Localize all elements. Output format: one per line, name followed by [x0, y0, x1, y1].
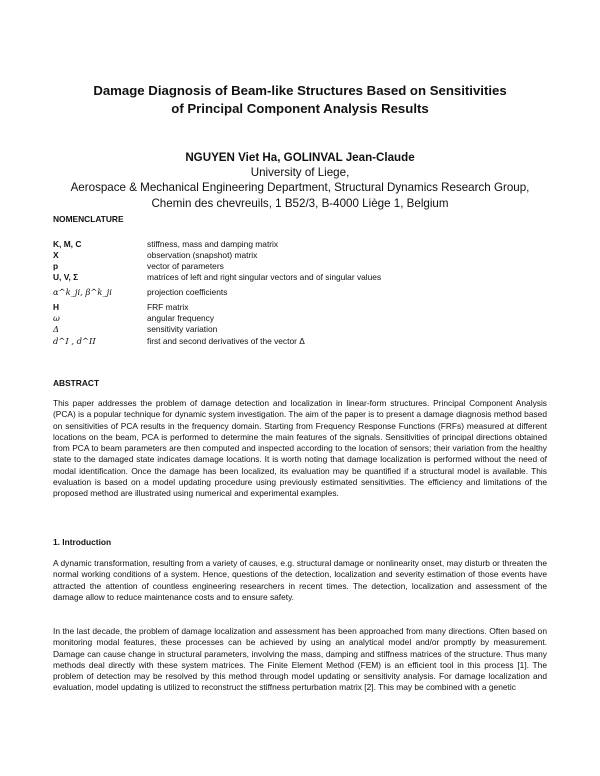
- author-address: Chemin des chevreuils, 1 B52/3, B-4000 Liège 1, Belgium: [151, 196, 449, 210]
- nomenclature-definition: matrices of left and right singular vectors and of singular values: [147, 271, 382, 282]
- introduction-paragraph-2: In the last decade, the problem of damage localization and assessment has been approached from many directions. Often based on monitoring modal features, these processes can be achieved by using an analytical model and/or promptly by measurement. Damage can cause change in structural parameters, involving the mass, damping and stiffness matrices of the structure. Thus many methods deal directly with these system matrices. The Finite Element Method (FEM) is an efficient tool in this process [1]. The problem of detection may be resolved by this method through model updating or sensitivity analysis. For damage localization and evaluation, model updating is utilized to reconstruct the stiffness perturbation matrix [2]. This may be combined with a genetic: [53, 626, 547, 693]
- nomenclature-definition: first and second derivatives of the vector Δ: [147, 336, 305, 346]
- abstract-text: This paper addresses the problem of damage detection and localization in linear-form structures. Principal Component Analysis (PCA) is a popular technique for dynamic system investigation. The aim of the paper is to present a damage diagnosis method based on sensitivities of PCA results in the frequency domain. Starting from Frequency Response Functions (FRFs) measured at different locations on the beam, PCA is performed to determine the main features of the signals. Sensitivities of principal directions obtained from PCA to beam parameters are then computed and inspected according to the location of sensors; their variation from the healthy state to the damaged state indicates damage locations. It is worth noting that damage localization is performed without the need of modal identification. Once the damage has been localized, its evaluation may be quantified if a structural model is available. This evaluation is based on a model updating procedure using previously estimated sensitivities. The efficiency and limitations of the proposed method are illustrated using numerical and experimental examples.: [53, 398, 547, 499]
- author-names: NGUYEN Viet Ha, GOLINVAL Jean-Claude: [185, 151, 415, 164]
- introduction-paragraph-1: A dynamic transformation, resulting from a variety of causes, e.g. structural damage or nonlinearity onset, may disturb or threaten the normal working conditions of a system. Hence, questions of the detection, localization and severity estimation of those events have attracted the attention of countless engineering researchers in recent times. The detection, localization and assessment of the damage allow to reduce maintenance costs and to ensure safety.: [53, 558, 547, 602]
- nomenclature-symbol: Δ: [53, 323, 60, 334]
- paper-title: [60, 82, 540, 118]
- nomenclature-table: [53, 238, 553, 348]
- nomenclature-definition: vector of parameters: [147, 260, 224, 271]
- nomenclature-definition: projection coefficients: [147, 286, 228, 297]
- author-block: [40, 150, 560, 211]
- title-line-1: Damage Diagnosis of Beam-like Structures Based on Sensitivities: [93, 83, 507, 98]
- nomenclature-row: [53, 312, 553, 323]
- nomenclature-definition: observation (snapshot) matrix: [147, 249, 258, 260]
- nomenclature-symbol: K, M, C: [53, 238, 82, 249]
- nomenclature-row: [53, 301, 553, 312]
- nomenclature-row: [53, 282, 553, 301]
- nomenclature-symbol: p: [53, 260, 59, 271]
- nomenclature-heading: NOMENCLATURE: [53, 214, 124, 224]
- title-line-2: of Principal Component Analysis Results: [171, 101, 429, 116]
- author-department: Aerospace & Mechanical Engineering Department, Structural Dynamics Research Group,: [70, 181, 530, 195]
- nomenclature-row: [53, 334, 553, 348]
- nomenclature-definition: stiffness, mass and damping matrix: [147, 238, 279, 249]
- nomenclature-row: [53, 260, 553, 271]
- nomenclature-definition: angular frequency: [147, 312, 215, 323]
- nomenclature-symbol: ω: [53, 312, 60, 323]
- abstract-heading: ABSTRACT: [53, 378, 100, 388]
- nomenclature-definition: sensitivity variation: [147, 323, 218, 334]
- nomenclature-symbol: X: [53, 249, 59, 260]
- nomenclature-symbol: U, V, Σ: [53, 271, 79, 282]
- introduction-heading: 1. Introduction: [53, 537, 112, 547]
- nomenclature-symbol: α^k_ji, β^k_ji: [53, 286, 112, 297]
- nomenclature-symbol: d^I , d^II: [53, 336, 96, 346]
- nomenclature-row: [53, 249, 553, 260]
- nomenclature-row: [53, 323, 553, 334]
- nomenclature-symbol: H: [53, 301, 60, 312]
- nomenclature-row: [53, 271, 553, 282]
- nomenclature-definition: FRF matrix: [147, 301, 189, 312]
- author-university: University of Liege,: [250, 166, 350, 180]
- nomenclature-row: [53, 238, 553, 249]
